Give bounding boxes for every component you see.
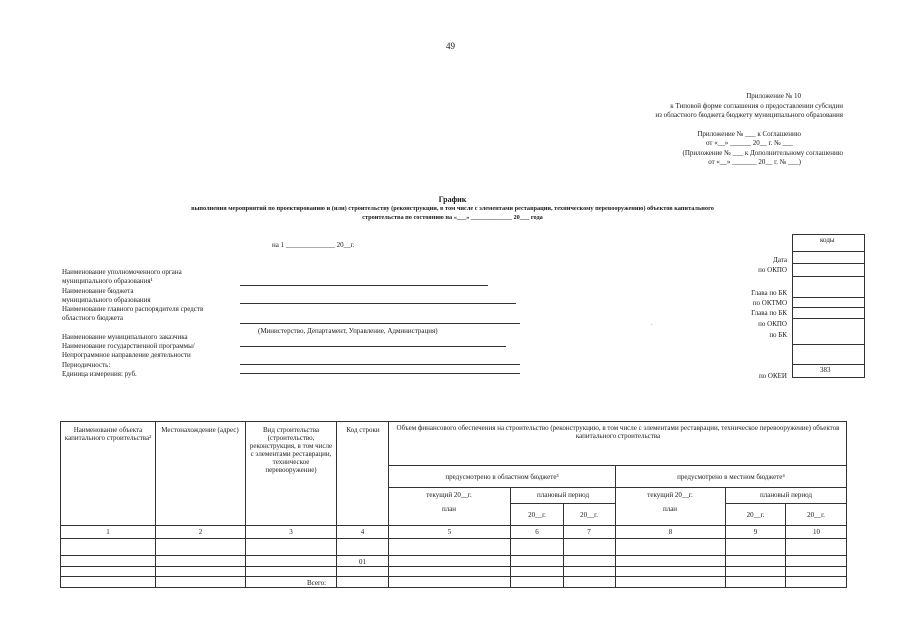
header-code: Код строки bbox=[346, 426, 380, 434]
okei-value: 383 bbox=[820, 366, 831, 374]
code-label: по ОКПО bbox=[758, 266, 787, 274]
fill-line bbox=[240, 373, 520, 374]
col-divider bbox=[615, 465, 616, 588]
label: Наименование главного распорядителя средств bbox=[62, 305, 204, 314]
codes-row-line bbox=[792, 297, 864, 298]
codes-row-line bbox=[792, 318, 864, 319]
row-divider bbox=[510, 503, 615, 504]
row-divider bbox=[725, 503, 847, 504]
header-current: текущий 20__г. bbox=[647, 491, 693, 499]
header-regional: предусмотрено в областном бюджете³ bbox=[445, 473, 559, 481]
appendix-title: Приложение № 10 bbox=[746, 92, 801, 100]
column-number: 4 bbox=[360, 528, 365, 536]
code-label: Дата bbox=[773, 256, 787, 264]
label: Периодичность: bbox=[62, 360, 111, 369]
row-divider bbox=[60, 555, 847, 556]
label: Наименование уполномоченного органа bbox=[62, 268, 182, 276]
codes-row-line bbox=[792, 276, 864, 277]
header-year: 20__г. bbox=[807, 511, 825, 519]
column-number: 10 bbox=[813, 528, 820, 536]
header-funding: Объем финансового обеспечения на строительство (реконструкцию, в том числе с элементами реставрации, техническое перевооружение) объектов капитального строительства bbox=[396, 424, 840, 440]
column-number: 1 bbox=[106, 528, 110, 536]
row-divider bbox=[60, 538, 847, 539]
row-divider bbox=[60, 566, 847, 567]
code-label: по БК bbox=[769, 331, 787, 339]
label: Непрограммное направление деятельности bbox=[62, 351, 191, 360]
label: муниципального образования¹ bbox=[62, 277, 153, 286]
column-number: 6 bbox=[535, 528, 539, 536]
row-divider bbox=[60, 525, 847, 526]
header-plan: план bbox=[662, 505, 678, 513]
total-label: Всего: bbox=[307, 579, 327, 587]
header-year: 20__г. bbox=[580, 511, 598, 519]
label: Наименование бюджета bbox=[62, 286, 134, 295]
col-divider bbox=[388, 421, 389, 588]
label: Наименование государственной программы/ bbox=[62, 342, 195, 351]
code-label: Глава по БК bbox=[751, 289, 787, 297]
title-line: строительства по состоянию на «___» _____________ 20___ года bbox=[362, 214, 543, 221]
column-number: 9 bbox=[753, 528, 758, 536]
codes-row-line bbox=[792, 377, 864, 378]
label: Наименование муниципального заказчика bbox=[62, 332, 188, 341]
label: муниципального образования bbox=[62, 295, 151, 304]
appendix-line: из областного бюджета бюджету муниципального образования bbox=[655, 111, 843, 119]
header-plan: план bbox=[441, 505, 457, 513]
fill-line bbox=[240, 285, 488, 286]
title-main: График bbox=[438, 195, 467, 204]
appendix-line: к Типовой форме соглашения о предоставлении субсидии bbox=[670, 101, 843, 110]
column-number: 7 bbox=[587, 528, 591, 536]
title-line: выполнения мероприятий по проектированию и (или) строительству (реконструкции, в том числе с элементами реставрации, техническому перевооружению) объектов капитального bbox=[191, 205, 714, 212]
codes-row-line bbox=[792, 364, 864, 365]
codes-header: коды bbox=[820, 236, 835, 244]
col-divider bbox=[155, 421, 156, 588]
codes-border bbox=[792, 252, 793, 378]
left-labels bbox=[62, 268, 203, 379]
codes-row-line bbox=[792, 307, 864, 308]
appendix-line: от «__» _______ 20__ г. № ___) bbox=[708, 158, 801, 166]
code-label: по ОКПО bbox=[758, 320, 787, 328]
col-divider bbox=[336, 421, 337, 588]
appendix-line: Приложение № ___ к Соглашению bbox=[697, 129, 801, 138]
header-type: Вид строительства (строительство, реконструкция, в том числе с элементами реставрации, техническое перевооружение) bbox=[249, 426, 333, 474]
header-object: Наименование объекта капитального строительства² bbox=[64, 426, 152, 442]
column-number: 3 bbox=[289, 528, 293, 536]
header-year: 20__г. bbox=[746, 511, 765, 519]
scan-mark: · bbox=[651, 323, 653, 328]
page-number: 49 bbox=[446, 41, 455, 51]
codes-border bbox=[864, 252, 865, 378]
row-divider bbox=[388, 465, 847, 466]
row-code: 01 bbox=[359, 558, 366, 566]
label: областного бюджета bbox=[62, 314, 123, 323]
document-title bbox=[60, 195, 845, 222]
label: Единица измерения: руб. bbox=[62, 369, 137, 378]
col-divider bbox=[245, 421, 246, 588]
appendix-header bbox=[543, 92, 843, 168]
header-planned: плановый период bbox=[759, 491, 813, 499]
ministry-note: (Министерство, Департамент, Управление, Администрация) bbox=[258, 327, 438, 335]
fill-line bbox=[240, 303, 516, 304]
appendix-line: от «__» ______ 20__ г. № ___ bbox=[706, 139, 793, 147]
column-number: 2 bbox=[198, 528, 203, 536]
header-current: текущий 20__г. bbox=[426, 491, 472, 499]
code-label: Глава по БК bbox=[751, 309, 787, 317]
header-location: Местонахождение (адрес) bbox=[161, 426, 239, 434]
header-year: 20__г. bbox=[528, 511, 546, 519]
codes-row-line bbox=[792, 344, 864, 345]
header-planned: плановый период bbox=[536, 491, 590, 499]
appendix-line: (Приложение № ___ к Дополнительному соглашению bbox=[682, 148, 843, 157]
code-label: по ОКТМО bbox=[752, 299, 787, 307]
fill-line bbox=[240, 323, 520, 324]
header-local: предусмотрено в местном бюджете⁴ bbox=[677, 473, 785, 481]
row-divider bbox=[60, 576, 847, 577]
column-number: 8 bbox=[668, 528, 673, 536]
date-line: на 1 ______________ 20__г. bbox=[272, 241, 355, 249]
row-divider bbox=[388, 487, 847, 488]
code-label: по ОКЕИ bbox=[758, 372, 787, 380]
column-number: 5 bbox=[447, 528, 452, 536]
fill-line bbox=[240, 346, 506, 347]
fill-line bbox=[240, 364, 520, 365]
codes-row-line bbox=[792, 263, 864, 264]
